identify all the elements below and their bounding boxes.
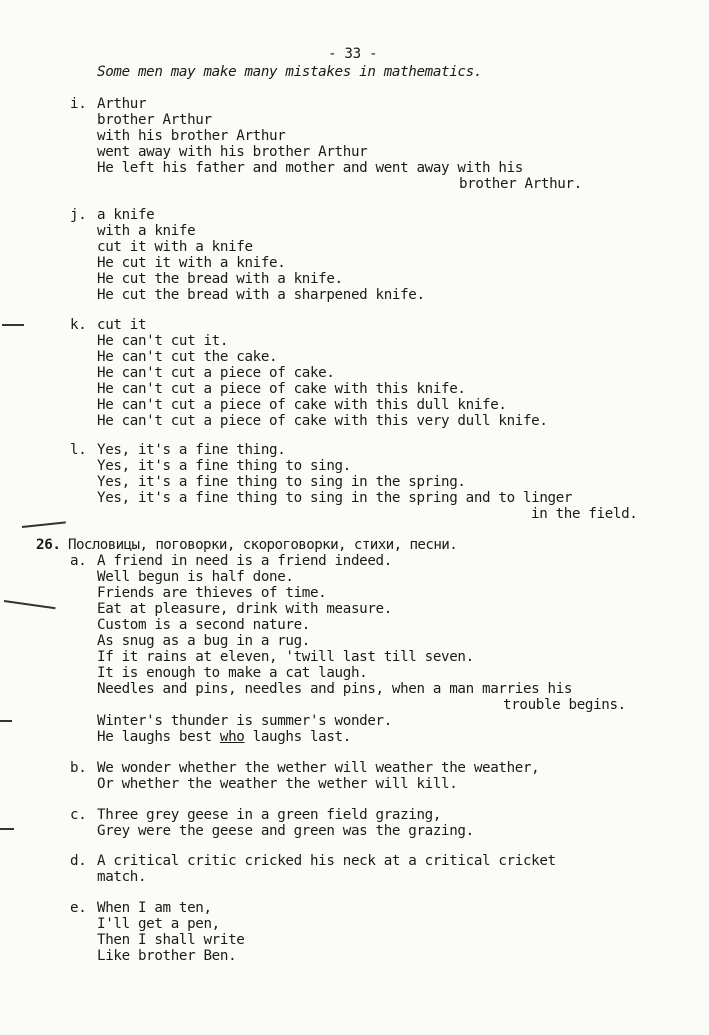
- proverb-line: It is enough to make a cat laugh.: [97, 665, 368, 681]
- margin-mark: [2, 324, 24, 326]
- poem-line: When I am ten,: [97, 900, 212, 916]
- item-label-l: l.: [70, 442, 87, 458]
- item-i-line: Arthur: [97, 96, 147, 112]
- item-k-line: He can't cut the cake.: [97, 349, 278, 365]
- proverb-text: He laughs best: [97, 729, 220, 745]
- item-j-line: He cut the bread with a knife.: [97, 271, 343, 287]
- item-l-line: Yes, it's a fine thing.: [97, 442, 286, 458]
- proverb-line: Custom is a second nature.: [97, 617, 310, 633]
- poem-line: Then I shall write: [97, 932, 245, 948]
- proverb-line: If it rains at eleven, 'twill last till seven.: [97, 649, 474, 665]
- tongue-twister-line: Or whether the weather the wether will kill.: [97, 776, 458, 792]
- proverb-line: [97, 729, 351, 745]
- item-j-line: cut it with a knife: [97, 239, 253, 255]
- item-label-i: i.: [70, 96, 87, 112]
- item-l-line: Yes, it's a fine thing to sing.: [97, 458, 351, 474]
- margin-mark: [22, 521, 66, 527]
- item-k-line: He can't cut a piece of cake with this knife.: [97, 381, 466, 397]
- item-l-line: Yes, it's a fine thing to sing in the spring.: [97, 474, 466, 490]
- poem-line: I'll get a pen,: [97, 916, 220, 932]
- proverb-line: Needles and pins, needles and pins, when a man marries his: [97, 681, 573, 697]
- item-k-line: He can't cut a piece of cake with this very dull knife.: [97, 413, 548, 429]
- tongue-twister-line: Grey were the geese and green was the grazing.: [97, 823, 474, 839]
- item-i-line: brother Arthur.: [459, 176, 582, 192]
- item-k-line: He can't cut a piece of cake with this dull knife.: [97, 397, 507, 413]
- proverb-line: Winter's thunder is summer's wonder.: [97, 713, 392, 729]
- page-number: - 33 -: [328, 46, 378, 62]
- item-label-e: e.: [70, 900, 87, 916]
- poem-line: Like brother Ben.: [97, 948, 237, 964]
- item-i-line: He left his father and mother and went away with his: [97, 160, 523, 176]
- margin-mark: [4, 600, 56, 609]
- item-l-line: in the field.: [531, 506, 638, 522]
- tongue-twister-line: We wonder whether the wether will weather the weather,: [97, 760, 540, 776]
- item-i-line: with his brother Arthur: [97, 128, 286, 144]
- proverb-line: A friend in need is a friend indeed.: [97, 553, 392, 569]
- tongue-twister-line: match.: [97, 869, 147, 885]
- item-k-line: cut it: [97, 317, 147, 333]
- tongue-twister-line: Three grey geese in a green field grazing,: [97, 807, 442, 823]
- proverb-line: Friends are thieves of time.: [97, 585, 327, 601]
- item-k-line: He can't cut a piece of cake.: [97, 365, 335, 381]
- proverb-line: Well begun is half done.: [97, 569, 294, 585]
- item-j-line: He cut the bread with a sharpened knife.: [97, 287, 425, 303]
- item-j-line: a knife: [97, 207, 155, 223]
- margin-mark: [0, 720, 12, 722]
- item-label-j: j.: [70, 207, 87, 223]
- section-title: Пословицы, поговорки, скороговорки, стихи, песни.: [68, 537, 458, 553]
- item-i-line: brother Arthur: [97, 112, 212, 128]
- proverb-line: Eat at pleasure, drink with measure.: [97, 601, 392, 617]
- item-i-line: went away with his brother Arthur: [97, 144, 368, 160]
- item-label-d: d.: [70, 853, 87, 869]
- item-j-line: with a knife: [97, 223, 196, 239]
- underlined-word: who: [219, 729, 245, 745]
- margin-mark: [0, 828, 14, 830]
- item-label-b: b.: [70, 760, 87, 776]
- section-number: 26.: [36, 537, 61, 553]
- item-label-c: c.: [70, 807, 87, 823]
- item-j-line: He cut it with a knife.: [97, 255, 286, 271]
- proverb-line: As snug as a bug in a rug.: [97, 633, 310, 649]
- item-label-a: a.: [70, 553, 87, 569]
- item-k-line: He can't cut it.: [97, 333, 229, 349]
- item-label-k: k.: [70, 317, 87, 333]
- proverb-line: trouble begins.: [503, 697, 626, 713]
- intro-line: Some men may make many mistakes in mathematics.: [97, 64, 483, 80]
- item-l-line: Yes, it's a fine thing to sing in the spring and to linger: [97, 490, 573, 506]
- proverb-text: laughs last.: [244, 729, 351, 745]
- tongue-twister-line: A critical critic cricked his neck at a critical cricket: [97, 853, 556, 869]
